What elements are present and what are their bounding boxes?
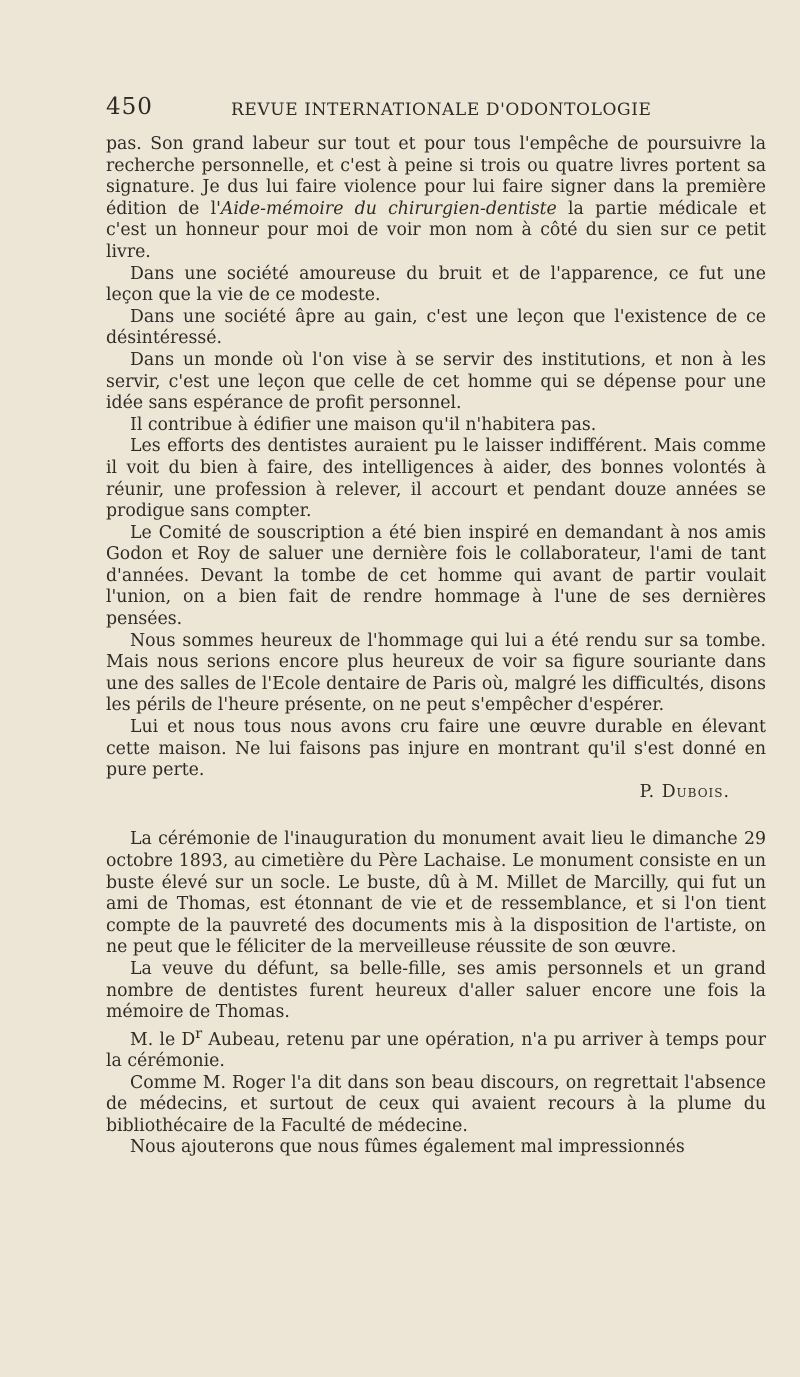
paragraph: Dans une société âpre au gain, c'est une leçon que l'existence de ce désintéressé.	[106, 306, 766, 349]
paragraph: Comme M. Roger l'a dit dans son beau discours, on regrettait l'absence de médecins, et surtout de ceux qui avaient recours à la plume du bibliothécaire de la Faculté de médecine.	[106, 1072, 766, 1136]
paragraph: La cérémonie de l'inauguration du monument avait lieu le dimanche 29 octobre 1893, au cimetière du Père Lachaise. Le monument consiste en un buste élevé sur un socle. Le buste, dû à M. Millet de Marcilly, qui fut un ami de Thomas, est étonnant de vie et de ressemblance, et si l'on tient compte de la pauvreté des documents mis à la disposition de l'artiste, on ne peut que le féliciter de la merveilleuse réussite de son œuvre.	[106, 829, 766, 958]
paragraph: Les efforts des dentistes auraient pu le laisser indifférent. Mais comme il voit du bien à faire, des intelligences à aider, des bonnes volontés à réunir, une profession à relever, il accourt et pendant douze années se prodigue sans compter.	[106, 436, 766, 522]
running-title: REVUE INTERNATIONALE D'ODONTOLOGIE	[231, 100, 652, 120]
paragraph: La veuve du défunt, sa belle-fille, ses amis personnels et un grand nombre de dentistes furent heureux d'aller saluer encore une fois la mémoire de Thomas.	[106, 958, 766, 1023]
paragraph: Dans un monde où l'on vise à se servir des institutions, et non à les servir, c'est une leçon que celle de cet homme qui se dépense pour une idée sans espérance de profit personnel.	[106, 349, 766, 414]
page-header	[106, 94, 766, 124]
paragraph: Le Comité de souscription a été bien inspiré en demandant à nos amis Godon et Roy de saluer une dernière fois le collaborateur, l'ami de tant d'années. Devant la tombe de cet homme qui avant de partir voulait l'union, on a bien fait de rendre hommage à l'une de ses dernières pensées.	[106, 522, 766, 630]
paragraph: Il contribue à édifier une maison qu'il n'habitera pas.	[130, 414, 597, 435]
paragraph: Dans une société amoureuse du bruit et de l'apparence, ce fut une leçon que la vie de ce modeste.	[106, 263, 766, 306]
paragraph: Lui et nous tous nous avons cru faire une œuvre durable en élevant cette maison. Ne lui faisons pas injure en montrant qu'il s'est donné en pure perte.	[106, 717, 766, 781]
page-number: 450	[106, 94, 153, 120]
section-spacer	[106, 803, 766, 829]
body-text	[106, 134, 766, 1159]
author-signature: P. Dubois.	[639, 781, 730, 802]
paragraph: M. le $D^r$ Aubeau, retenu par une opération, n'a pu arriver à temps pour la cérémonie.	[106, 1025, 766, 1072]
paragraph: Nous ajouterons que nous fûmes également mal impressionnés	[130, 1137, 685, 1158]
paragraph: Nous sommes heureux de l'hommage qui lui a été rendu sur sa tombe. Mais nous serions encore plus heureux de voir sa figure souriante dans une des salles de l'Ecole dentaire de Paris où, malgré les difficultés, disons les périls de l'heure présente, on ne peut s'empêcher d'espérer.	[106, 630, 766, 716]
paragraph: pas. Son grand labeur sur tout et pour tous l'empêche de poursuivre la recherche personnelle, et c'est à peine si trois ou quatre livres portent sa signature. Je dus lui faire violence pour lui faire signer dans la première édition de l'Aide-mémoire du chirurgien-dentiste la partie médicale et c'est un honneur pour moi de voir mon nom à côté du sien sur ce petit livre.	[106, 134, 766, 262]
book-title: Aide-mémoire du chirurgien-dentiste	[220, 198, 557, 219]
